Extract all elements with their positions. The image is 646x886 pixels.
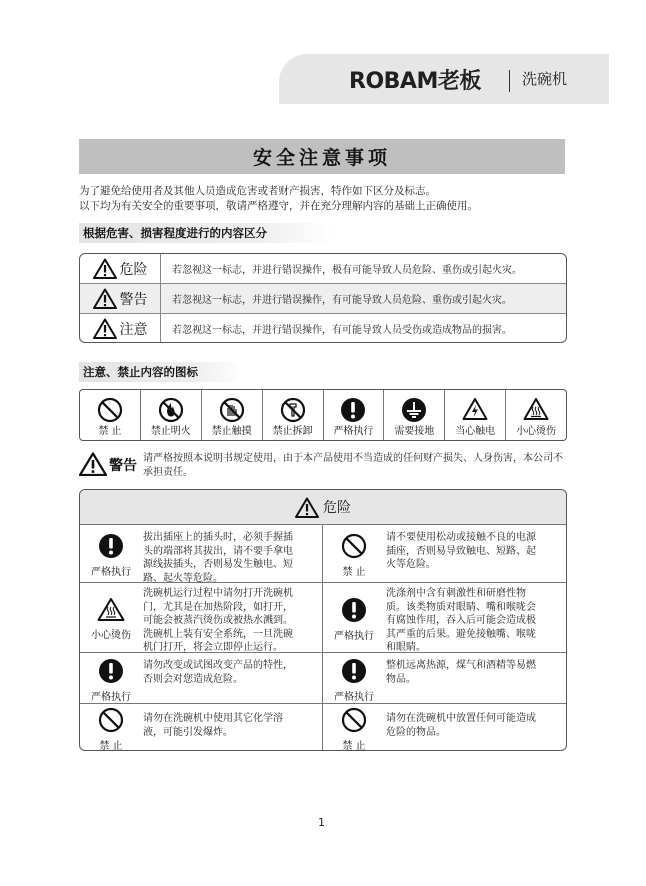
warning-label: 警告 <box>109 458 137 474</box>
danger-item-label: 禁 止 <box>99 741 123 751</box>
prohibited-icon <box>341 707 367 733</box>
prohibited-icon <box>97 397 123 423</box>
danger-item-label: 严格执行 <box>334 631 374 642</box>
legend-item <box>324 390 385 440</box>
warning-text: 请严格按照本说明书规定使用，由于本产品使用不当造成的任何财产损失、人身伤害，本公司不承担责任。 <box>143 453 563 478</box>
danger-item-text: 请勿在洗碗机中放置任何可能造成 危险的物品。 <box>386 713 536 738</box>
level-row-caution <box>80 314 566 343</box>
level-description: 若忽视这一标志，并进行错误操作，有可能导致人员受伤或造成物品的损害。 <box>172 325 512 336</box>
danger-item-text: 请勿在洗碗机中使用其它化学溶 液，可能引发爆炸。 <box>143 713 283 738</box>
level-label: 注意 <box>119 321 148 338</box>
column-divider <box>160 254 161 342</box>
intro-text <box>79 184 478 214</box>
danger-item-label: 严格执行 <box>91 567 131 578</box>
level-label: 警告 <box>119 291 148 308</box>
legend-item <box>80 390 141 440</box>
warning-triangle-icon <box>295 497 319 518</box>
legend-label: 禁止触摸 <box>211 426 252 437</box>
legend-label: 禁止拆卸 <box>272 426 313 437</box>
warning-triangle-icon <box>93 288 117 309</box>
mandatory-icon <box>98 658 124 684</box>
header-divider <box>509 70 510 92</box>
level-description: 若忽视这一标志，并进行错误操作，有可能导致人员危险、重伤或引起火灾。 <box>172 295 512 306</box>
no-disassembly-icon <box>280 397 306 423</box>
warning-triangle-icon <box>93 258 117 279</box>
danger-table <box>79 489 567 751</box>
level-description: 若忽视这一标志，并进行错误操作，极有可能导致人员危险、重伤或引起火灾。 <box>172 265 522 276</box>
danger-item-text: 拔出插座上的插头时，必须手握插 头的端部将其拔出，请不要手拿电 源线拔插头，否则易发生触电、短 路、起火等危险。 <box>143 532 293 584</box>
danger-title: 危险 <box>323 500 351 516</box>
danger-item-text: 洗涤剂中含有刺激性和研磨性物 质。该类物质对眼睛、嘴和喉咙会 有腐蚀作用，吞入后可能会造成极 其严重的后果。避免接触嘴、喉咙 和眼睛。 <box>386 588 536 654</box>
danger-item <box>323 704 566 750</box>
danger-item-label: 禁 止 <box>342 741 366 751</box>
page-title: 安全注意事项 <box>79 139 565 174</box>
legend-label: 严格执行 <box>333 426 374 437</box>
legend-item <box>141 390 202 440</box>
intro-line: 为了避免给使用者及其他人员造成危害或者财产损害，特作如下区分及标志。 <box>79 185 436 197</box>
danger-item <box>323 653 566 703</box>
hot-surface-icon <box>97 597 125 622</box>
mandatory-icon <box>340 397 366 423</box>
danger-item <box>80 525 322 582</box>
level-row-warning <box>80 284 566 313</box>
danger-item <box>323 525 566 582</box>
prohibited-icon <box>98 707 124 733</box>
page-number: 1 <box>318 816 325 829</box>
danger-item-label: 严格执行 <box>91 692 131 703</box>
prohibited-icon <box>341 533 367 559</box>
legend-item <box>263 390 324 440</box>
danger-item-text: 请不要使用松动或接触不良的电源 插座，否则易导致触电、短路、起 火等危险。 <box>386 532 536 571</box>
danger-item-label: 严格执行 <box>334 692 374 703</box>
legend-label: 禁止明火 <box>150 426 191 437</box>
mandatory-icon <box>98 533 124 559</box>
brand-logo: ROBAM老板 <box>349 69 481 94</box>
danger-header <box>80 490 566 525</box>
legend-label: 小心烫伤 <box>516 426 557 437</box>
danger-item-label: 禁 止 <box>342 567 366 578</box>
danger-item <box>80 704 322 750</box>
danger-item-label: 小心烫伤 <box>91 630 131 641</box>
legend-item <box>384 390 445 440</box>
danger-item <box>323 583 566 652</box>
mandatory-icon <box>341 597 367 623</box>
danger-item-text: 整机远离热源，煤气和酒精等易燃 物品。 <box>386 660 536 685</box>
warning-note <box>79 452 567 482</box>
mandatory-icon <box>341 658 367 684</box>
levels-section-title: 根据危害、损害程度进行的内容区分 <box>79 223 333 243</box>
legend-item <box>202 390 263 440</box>
legend-label: 需要接地 <box>394 426 435 437</box>
hot-surface-icon <box>523 397 549 421</box>
danger-item <box>80 583 322 652</box>
warning-triangle-icon <box>93 318 117 339</box>
electric-shock-icon <box>462 397 488 421</box>
header-banner <box>279 54 609 104</box>
legend-item <box>506 390 566 440</box>
legend-label: 当心触电 <box>455 426 496 437</box>
warning-triangle-icon <box>79 452 107 476</box>
no-open-flame-icon <box>158 397 184 423</box>
icons-section-title: 注意、禁止内容的图标 <box>79 362 243 382</box>
level-row-danger <box>80 254 566 283</box>
intro-line: 以下均为有关安全的重要事项，敬请严格遵守，并在充分理解内容的基础上正确使用。 <box>79 200 478 212</box>
legend-item <box>445 390 506 440</box>
no-touch-icon <box>219 397 245 423</box>
level-label: 危险 <box>119 261 148 278</box>
product-name: 洗碗机 <box>522 70 568 88</box>
hazard-levels-table <box>79 253 567 343</box>
legend-label: 禁 止 <box>98 426 122 437</box>
icon-legend <box>79 389 567 441</box>
danger-item <box>80 653 322 703</box>
ground-icon <box>401 397 427 423</box>
danger-item-text: 洗碗机运行过程中请勿打开洗碗机 门，尤其是在加热阶段，如打开， 可能会被蒸汽烫伤或被热水溅到。 洗碗机上装有安全系统，一旦洗碗 机门打开，将会立即停止运行。 <box>143 588 293 654</box>
danger-item-text: 请勿改变或试图改变产品的特性， 否则会对您造成危险。 <box>143 660 293 685</box>
